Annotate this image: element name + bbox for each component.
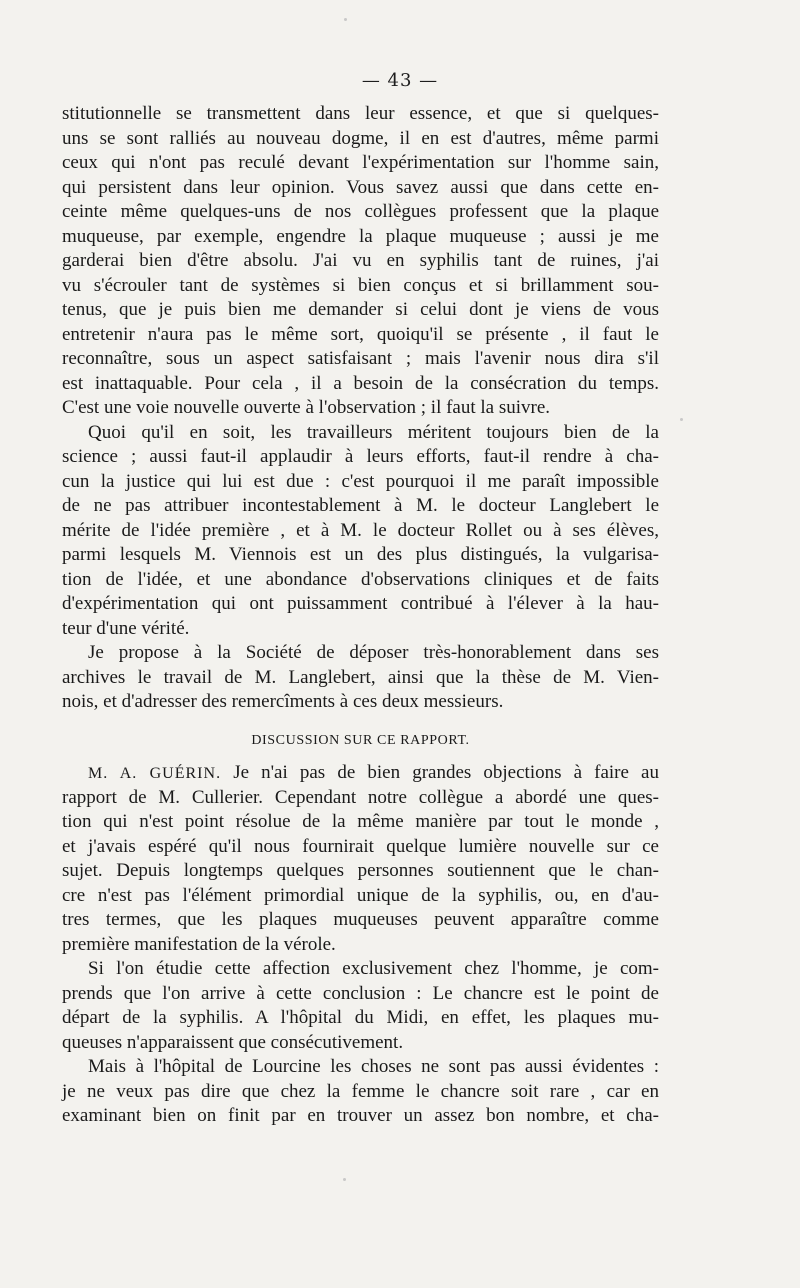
text-line: sujet. Depuis longtemps quelques personnes soutiennent que le chan-: [62, 860, 659, 881]
text-line: garderai bien d'être absolu. J'ai vu en syphilis tant de ruines, j'ai: [62, 250, 659, 271]
text-line: muqueuse, par exemple, engendre la plaque muqueuse ; aussi je me: [62, 225, 659, 247]
speaker-text: Je n'ai pas de bien grandes objections à faire au: [233, 762, 659, 783]
text-line: reconnaître, sous un aspect satisfaisant ; mais l'avenir nous dira s'il: [62, 348, 659, 369]
text-line: teur d'une vérité.: [62, 617, 190, 639]
text-line: est inattaquable. Pour cela , il a besoin de la consécration du temps.: [62, 372, 659, 394]
paragraph-6: [62, 1055, 659, 1129]
speaker-name: M. A. GUÉRIN.: [88, 765, 222, 782]
text-line: cun la justice qui lui est due : c'est pourquoi il me paraît impossible: [62, 470, 659, 492]
text-line: vu s'écrouler tant de systèmes si bien conçus et si brillamment sou-: [62, 274, 659, 296]
paragraph-4: [62, 761, 659, 957]
text-line: archives le travail de M. Langlebert, ainsi que la thèse de M. Vien-: [62, 666, 659, 688]
text-line: stitutionnelle se transmettent dans leur essence, et que si quelques-: [62, 103, 659, 124]
text-line: de ne pas attribuer incontestablement à M. le docteur Langlebert le: [62, 495, 659, 516]
text-line: mérite de l'idée première , et à M. le docteur Rollet ou à ses élèves,: [62, 519, 659, 541]
page-number: — 43 —: [361, 70, 439, 91]
text-line: cre n'est pas l'élément primordial unique de la syphilis, ou, en d'au-: [62, 884, 659, 906]
text-line: [62, 761, 659, 786]
text-line: Quoi qu'il en soit, les travailleurs méritent toujours bien de la: [88, 421, 659, 443]
scan-speck: [680, 418, 683, 421]
text-line: tres termes, que les plaques muqueuses peuvent apparaître comme: [62, 909, 659, 930]
text-line: ceinte même quelques-uns de nos collègues professent que la plaque: [62, 201, 659, 222]
body-text: [62, 102, 659, 1129]
text-line: je ne veux pas dire que chez la femme le chancre soit rare , car en: [62, 1080, 659, 1102]
text-line: d'expérimentation qui ont puissamment contribué à l'élever à la hau-: [62, 593, 659, 614]
text-line: uns se sont ralliés au nouveau dogme, il en est d'autres, même parmi: [62, 127, 659, 149]
text-line: entretenir n'aura pas le même sort, quoiqu'il se présente , il faut le: [62, 323, 659, 345]
paragraph-3: [62, 641, 659, 715]
scan-speck: [344, 18, 347, 21]
text-line: qui persistent dans leur opinion. Vous savez aussi que dans cette en-: [62, 176, 659, 198]
text-line: queuses n'apparaissent que consécutivement.: [62, 1031, 404, 1053]
paragraph-1: [62, 102, 659, 421]
text-line: science ; aussi faut-il applaudir à leurs efforts, faut-il rendre à cha-: [62, 446, 659, 467]
text-line: ceux qui n'ont pas reculé devant l'expérimentation sur l'homme sain,: [62, 152, 659, 173]
text-line: examinant bien on finit par en trouver un assez bon nombre, et cha-: [62, 1105, 659, 1126]
section-heading: DISCUSSION SUR CE RAPPORT.: [251, 732, 470, 748]
text-line: Je propose à la Société de déposer très-honorablement dans ses: [88, 642, 659, 663]
text-line: première manifestation de la vérole.: [62, 933, 336, 955]
text-line: tion qui n'est point résolue de la même manière par tout le monde ,: [62, 811, 659, 832]
paragraph-2: [62, 421, 659, 642]
text-line: Si l'on étudie cette affection exclusivement chez l'homme, je com-: [88, 958, 659, 979]
paragraph-5: [62, 957, 659, 1055]
text-line: et j'avais espéré qu'il nous fournirait quelque lumière nouvelle sur ce: [62, 835, 659, 857]
text-line: nois, et d'adresser des remercîments à ces deux messieurs.: [62, 691, 504, 712]
text-line: prends que l'on arrive à cette conclusion : Le chancre est le point de: [62, 982, 659, 1004]
text-line: rapport de M. Cullerier. Cependant notre collègue a abordé une ques-: [62, 786, 659, 808]
text-line: Mais à l'hôpital de Lourcine les choses ne sont pas aussi évidentes :: [88, 1056, 659, 1077]
text-line: tion de l'idée, et une abondance d'observations cliniques et de faits: [62, 568, 659, 590]
text-line: tenus, que je puis bien me demander si celui dont je viens de vous: [62, 299, 659, 320]
text-line: C'est une voie nouvelle ouverte à l'observation ; il faut la suivre.: [62, 397, 551, 418]
scan-speck: [343, 1178, 346, 1181]
text-line: parmi lesquels M. Viennois est un des plus distingués, la vulgarisa-: [62, 544, 659, 565]
text-line: départ de la syphilis. A l'hôpital du Midi, en effet, les plaques mu-: [62, 1007, 659, 1028]
